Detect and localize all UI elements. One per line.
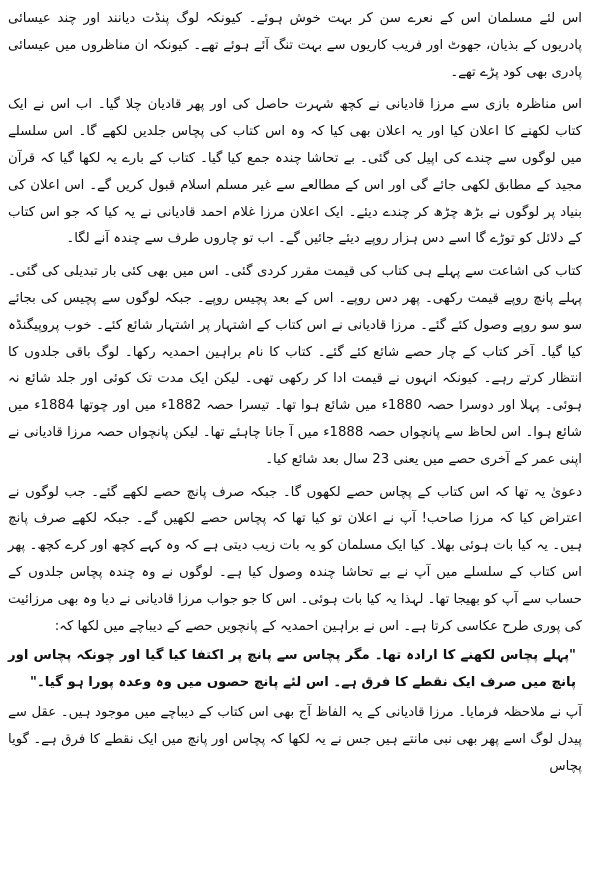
- paragraph-3: کتاب کی اشاعت سے پہلے ہی کتاب کی قیمت مقرر کردی گئی۔ اس میں بھی کئی بار تبدیلی کی گئی۔ پہلے پانچ روپے قیمت رکھی۔ پھر دس روپے۔ اس کے بعد پچیس روپے۔ جبکہ لوگوں سے پچیس کی بجائے سو سو روپے وصول کئے گئے۔ مرزا قادیانی نے اس کتاب کے اشتہار پر اشتہار شائع کئے۔ خوب پروپیگنڈہ کیا گیا۔ آخر کتاب کے چار حصے شائع کئے گئے۔ کتاب کا نام براہین احمدیہ رکھا۔ لوگ باقی جلدوں کا انتظار کرتے رہے۔ کیونکہ انہوں نے قیمت ادا کر رکھی تھی۔ لیکن ایک مدت تک کوئی اور جلد شائع نہ ہوئی۔ پہلا اور دوسرا حصہ 1880ء میں شائع ہوا تھا۔ تیسرا حصہ 1882ء میں اور چوتھا 1884ء میں شائع ہوا۔ اس لحاظ سے پانچواں حصہ 1888ء میں آ جانا چاہئے تھا۔ لیکن پانچواں حصہ مرزا قادیانی نے اپنی عمر کے آخری حصے میں یعنی 23 سال بعد شائع کیا۔: [8, 264, 582, 467]
- paragraph-5: آپ نے ملاحظہ فرمایا۔ مرزا قادیانی کے یہ الفاظ آج بھی اس کتاب کے دیباچے میں موجود ہیں۔ عقل سے پیدل لوگ اسے پھر بھی نبی مانتے ہیں جس نے یہ لکھا کہ پچاس اور پانچ میں ایک نقطے کا فرق ہے۔ گویا پچاس: [8, 704, 582, 774]
- quotation: "پہلے پچاس لکھنے کا ارادہ تھا۔ مگر پچاس سے پانچ پر اکتفا کیا گیا اور چونکہ پچاس اور پانچ میں صرف ایک نقطے کا فرق ہے۔ اس لئے پانچ حصوں میں وہ وعدہ پورا ہو گیا۔": [8, 648, 576, 691]
- paragraph-1: اس لئے مسلمان اس کے نعرے سن کر بہت خوش ہوئے۔ کیونکہ لوگ پنڈت دیانند اور چند عیسائی پادریوں کے بذیان، جھوٹ اور فریب کاریوں سے بہت تنگ آئے ہوئے تھے۔ کیونکہ ان مناظروں میں عیسائی پادری بھی کود پڑے تھے۔: [8, 11, 582, 80]
- paragraph-2: اس مناظرہ بازی سے مرزا قادیانی نے کچھ شہرت حاصل کی اور پھر قادیان چلا گیا۔ اب اس نے ایک کتاب لکھنے کا اعلان کیا اور یہ اعلان بھی کیا کہ وہ اس کتاب کی پچاس جلدیں لکھے گا۔ اس سلسلے میں لوگوں سے چندے کی اپیل کی گئی۔ بے تحاشا چندہ جمع کیا گیا۔ کتاب کے بارے یہ لکھا گیا کہ قرآن مجید کے مطابق لکھی جائے گی اور اس کے مطالعے سے غیر مسلم اسلام قبول کریں گے۔ اس اعلان کی بنیاد پر لوگوں نے بڑھ چڑھ کر چندے دیئے۔ ایک اعلان مرزا غلام احمد قادیانی نے یہ کیا کہ جو اس کتاب کے دلائل کو توڑے گا اسے دس ہزار روپے دیئے جائیں گے۔ اب تو چاروں طرف سے چندہ آنے لگا۔: [8, 97, 582, 247]
- paragraph-4: دعویٰ یہ تھا کہ اس کتاب کے پچاس حصے لکھوں گا۔ جبکہ صرف پانچ حصے لکھے گئے۔ جب لوگوں نے اعتراض کیا کہ مرزا صاحب! آپ نے اعلان تو کیا تھا کہ پچاس حصے لکھیں گے۔ جبکہ لکھے صرف پانچ ہیں۔ یہ کیا بات ہوئی بھلا۔ کیا ایک مسلمان کو یہ بات زیب دیتی ہے کہ وہ کہے کچھ اور کرے کچھ۔ پھر اس کتاب کے سلسلے میں آپ نے بے تحاشا چندہ وصول کیا ہے۔ لوگوں نے وہ چندہ پچاس جلدوں کے حساب سے آپ کو بھیجا تھا۔ لہذا یہ کیا بات ہوئی۔ اس کا جو جواب مرزا قادیانی نے دیا وہ بھی مرزائیت کی پوری طرح عکاسی کرتا ہے۔ اس نے براہین احمدیہ کے پانچویں حصے کے دیباچے میں لکھا کہ:: [8, 484, 582, 634]
